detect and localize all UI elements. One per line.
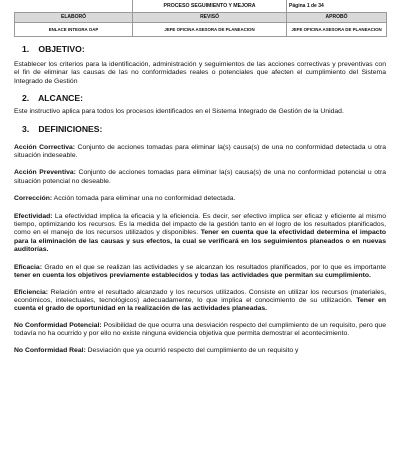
definition-text: Conjunto de acciones tomadas para eliminar la(s) causa(s) de una no conformidad potencial u otra situación potencial no deseable. — [14, 169, 386, 185]
definition-accion-preventiva — [14, 169, 386, 186]
definition-text: Grado en el que se realizan las actividades y se alcanzan los resultados planificados, por lo que es importante — [41, 263, 386, 271]
definition-accion-correctiva — [14, 144, 386, 161]
section-title: DEFINICIONES: — [38, 123, 103, 134]
definition-term: Acción Preventiva: — [14, 169, 76, 177]
role-elaboro: ELABORÓ — [15, 13, 133, 23]
definition-text: Posibilidad de que ocurra una desviación respecto del cumplimiento de un requisito, pero que todavía no ha ocurrido y por ello no existe ninguna evidencia objetiva que permita demostrar el acontecimiento. — [14, 321, 386, 338]
section-number: 2. — [22, 93, 30, 104]
alcance-text: Este instructivo aplica para todos los procesos identificados en el Sistema Integrado de Gestión de la Unidad. — [14, 108, 344, 116]
definition-term: Eficacia: — [14, 263, 42, 271]
name-elaboro: ENLACE INTEGRA OAP — [15, 23, 133, 37]
definition-eficacia — [14, 264, 386, 281]
definition-text: La efectividad implica la eficacia y la eficiencia. Es decir, ser efectivo implica ser eficaz y eficiente al mismo tiempo, optimizando los recursos. Es la medida del impacto de la gestión tanto en el logro de los resultados planificados, como en el manejo de los recursos utilizados y disponibles. — [14, 212, 386, 237]
section-number: 3. — [22, 123, 30, 134]
name-aprobo: JEFE OFICINA ASESORA DE PLANEACION — [287, 23, 387, 37]
section-heading-objetivo — [14, 44, 386, 54]
definition-nc-real — [14, 347, 386, 355]
definition-text: Relación entre el resultado alcanzado y los recursos utilizados. Consiste en utilizar los recursos (materiales, económicos, intelectuales, tecnológicos) adecuadamente, lo que implica el conocimiento de su utilización. — [14, 288, 386, 304]
definition-term: Eficiencia: — [14, 288, 48, 296]
role-aprobo: APROBÓ — [287, 13, 387, 23]
section-number: 1. — [22, 44, 30, 54]
name-reviso: JEFE OFICINA ASESORA DE PLANEACION — [133, 23, 287, 37]
section-heading-alcance — [14, 93, 386, 103]
definition-note: tener en cuenta los objetivos previamente establecidos y todas las actividades que permitan su cumplimiento. — [14, 272, 371, 280]
definition-term: Efectividad: — [14, 212, 53, 220]
definition-correccion — [14, 195, 386, 203]
page-number: Página 1 de 34 — [287, 0, 387, 13]
definition-note: Tener en cuenta el grado de oportunidad en la realización de las actividades planeadas. — [14, 296, 386, 313]
definition-note: Tener en cuenta que la efectividad determina el impacto para la eliminación de las causas y sus efectos, la cual se verificará en los seguimientos planeados o en nuevas auditorías. — [14, 229, 386, 254]
process-name: PROCESO SEGUIMIENTO Y MEJORA — [133, 0, 287, 13]
definition-nc-potencial — [14, 322, 386, 339]
definition-term: No Conformidad Potencial: — [14, 321, 102, 329]
definition-eficiencia — [14, 289, 386, 314]
definition-term: No Conformidad Real: — [14, 346, 86, 354]
document-header-table — [14, 0, 387, 37]
definition-text: Conjunto de acciones tomadas para eliminar la(s) causa(s) de una no conformidad detectada u otra situación indeseable. — [14, 143, 386, 160]
section-title: ALCANCE: — [38, 93, 83, 104]
definition-text: Desviación que ya ocurrió respecto del cumplimiento de un requisito y — [85, 346, 299, 354]
definition-text: Acción tomada para eliminar una no conformidad detectada. — [52, 195, 236, 203]
definition-term: Acción Correctiva: — [14, 143, 76, 151]
definition-term: Corrección: — [14, 195, 53, 203]
objetivo-text: Establecer los criterios para la identificación, administración y seguimientos de las acciones correctivas y preventivas con el fin de eliminar las causas de las no conformidades reales o potenciales que afecten el cumplimiento del Sistema Integrado de Gestión — [14, 61, 386, 85]
document-body — [14, 44, 386, 355]
definition-efectividad — [14, 213, 386, 255]
role-reviso: REVISÓ — [133, 13, 287, 23]
section-title: OBJETIVO: — [38, 44, 85, 54]
section-heading-definiciones — [14, 124, 386, 134]
header-blank-cell — [15, 0, 133, 13]
